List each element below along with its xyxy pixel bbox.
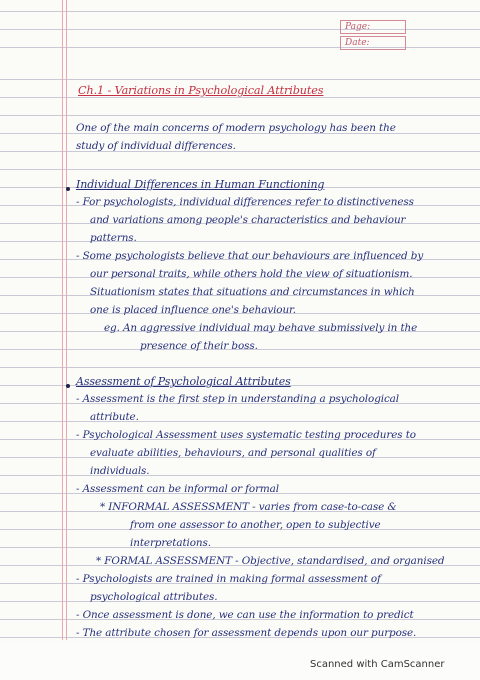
section1-example-line-1: eg. An aggressive individual may behave submissively in the bbox=[104, 322, 418, 334]
section2-line-11: - Psychologists are trained in making formal assessment of bbox=[76, 573, 381, 585]
section1-line-1: - For psychologists, individual differences refer to distinctiveness bbox=[76, 196, 414, 208]
margin-line bbox=[62, 0, 63, 640]
section-heading-assessment: Assessment of Psychological Attributes bbox=[76, 375, 291, 388]
section1-example-line-2: presence of their boss. bbox=[140, 340, 258, 352]
section2-line-3: - Psychological Assessment uses systematic testing procedures to bbox=[76, 429, 416, 441]
intro-line-1: One of the main concerns of modern psychology has been the bbox=[76, 122, 396, 134]
section2-line-5: individuals. bbox=[90, 465, 150, 477]
section2-line-12: psychological attributes. bbox=[90, 591, 218, 603]
section2-line-6: - Assessment can be informal or formal bbox=[76, 483, 280, 495]
section2-line-1: - Assessment is the first step in understanding a psychological bbox=[76, 393, 399, 405]
section2-line-7: * INFORMAL ASSESSMENT - varies from case-to-case & bbox=[100, 501, 397, 513]
page-number-box bbox=[340, 20, 406, 34]
section1-line-4: - Some psychologists believe that our behaviours are influenced by bbox=[76, 250, 424, 262]
section1-line-2: and variations among people's characteristics and behaviour bbox=[90, 214, 406, 226]
intro-line-2: study of individual differences. bbox=[76, 140, 236, 152]
scanner-watermark: Scanned with CamScanner bbox=[310, 659, 445, 670]
section1-line-7: one is placed influence one's behaviour. bbox=[90, 304, 296, 316]
section2-line-8: from one assessor to another, open to subjective bbox=[130, 519, 381, 531]
section2-line-4: evaluate abilities, behaviours, and personal qualities of bbox=[90, 447, 376, 459]
section2-line-14: - The attribute chosen for assessment depends upon our purpose. bbox=[76, 627, 417, 639]
section2-line-13: - Once assessment is done, we can use the information to predict bbox=[76, 609, 414, 621]
margin-line-inner bbox=[66, 0, 67, 640]
section1-line-6: Situationism states that situations and circumstances in which bbox=[90, 286, 415, 298]
date-label: Date: bbox=[345, 38, 370, 48]
section2-line-9: interpretations. bbox=[130, 537, 211, 549]
page-label: Page: bbox=[345, 22, 371, 32]
bullet-dot bbox=[66, 187, 70, 191]
section-heading-individual-differences: Individual Differences in Human Functioning bbox=[76, 178, 325, 191]
chapter-title: Ch.1 - Variations in Psychological Attributes bbox=[78, 84, 324, 97]
section1-line-3: patterns. bbox=[90, 232, 137, 244]
bullet-dot bbox=[66, 384, 70, 388]
section1-line-5: our personal traits, while others hold the view of situationism. bbox=[90, 268, 413, 280]
section2-line-2: attribute. bbox=[90, 411, 139, 423]
section2-line-10: * FORMAL ASSESSMENT - Objective, standardised, and organised bbox=[96, 555, 445, 567]
date-box bbox=[340, 36, 406, 50]
